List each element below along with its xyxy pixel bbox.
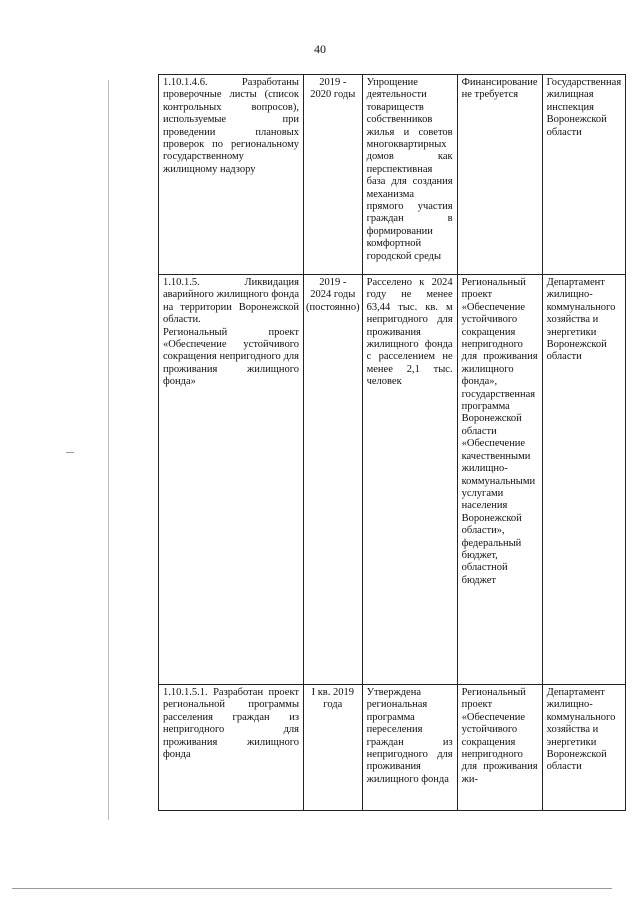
result-cell: Упрощение деятельности товариществ собственников жилья и советов многоквартирных домов как перспективная база для создания механизма прямого участия граждан в формировании комфортной городской среды (362, 75, 457, 275)
financing-cell: Финансирование не требуется (457, 75, 542, 275)
executor-cell: Государственная жилищная инспекция Воронежской области (542, 75, 626, 275)
financing-cell: Региональный проект «Обеспечение устойчивого сокращения непригодного для проживания жилищного фонда», государственная программа Воронежской области «Обеспечение качественными жилищно-коммунальными услугами населения Воронежской области», федеральный бюджет, областной бюджет (457, 275, 542, 685)
measure-cell: 1.10.1.5. Ликвидация аварийного жилищного фонда на территории Воронежской области. Региональный проект «Обеспечение устойчивого сокращения непригодного для проживания жилищного фонда» (159, 275, 304, 685)
result-cell: Расселено к 2024 году не менее 63,44 тыс. кв. м непригодного для проживания жилищного фонда с расселением не менее 2,1 тыс. человек (362, 275, 457, 685)
page-number: 40 (314, 42, 326, 56)
period-cell: 2019 - 2024 годы (постоянно) (304, 275, 363, 685)
scan-mark (66, 452, 74, 453)
scan-edge-line (108, 80, 109, 820)
table-row (159, 275, 626, 685)
period-cell: I кв. 2019 года (304, 685, 363, 811)
page-bottom-edge (12, 888, 612, 889)
table-row (159, 75, 626, 275)
executor-cell: Департамент жилищно-коммунального хозяйства и энергетики Воронежской области (542, 685, 626, 811)
financing-cell: Региональный проект «Обеспечение устойчивого сокращения непригодного для проживания жи- (457, 685, 542, 811)
table-row (159, 685, 626, 811)
executor-cell: Департамент жилищно-коммунального хозяйства и энергетики Воронежской области (542, 275, 626, 685)
measure-cell: 1.10.1.5.1. Разработан проект региональной программы расселения граждан из непригодного для проживания жилищного фонда (159, 685, 304, 811)
result-cell: Утверждена региональная программа переселения граждан из непригодного для проживания жилищного фонда (362, 685, 457, 811)
measures-table (158, 74, 626, 811)
measure-cell: 1.10.1.4.6. Разработаны проверочные листы (список контрольных вопросов), используемые при проведении плановых проверок по региональному государственному жилищному надзору (159, 75, 304, 275)
period-cell: 2019 - 2020 годы (304, 75, 363, 275)
